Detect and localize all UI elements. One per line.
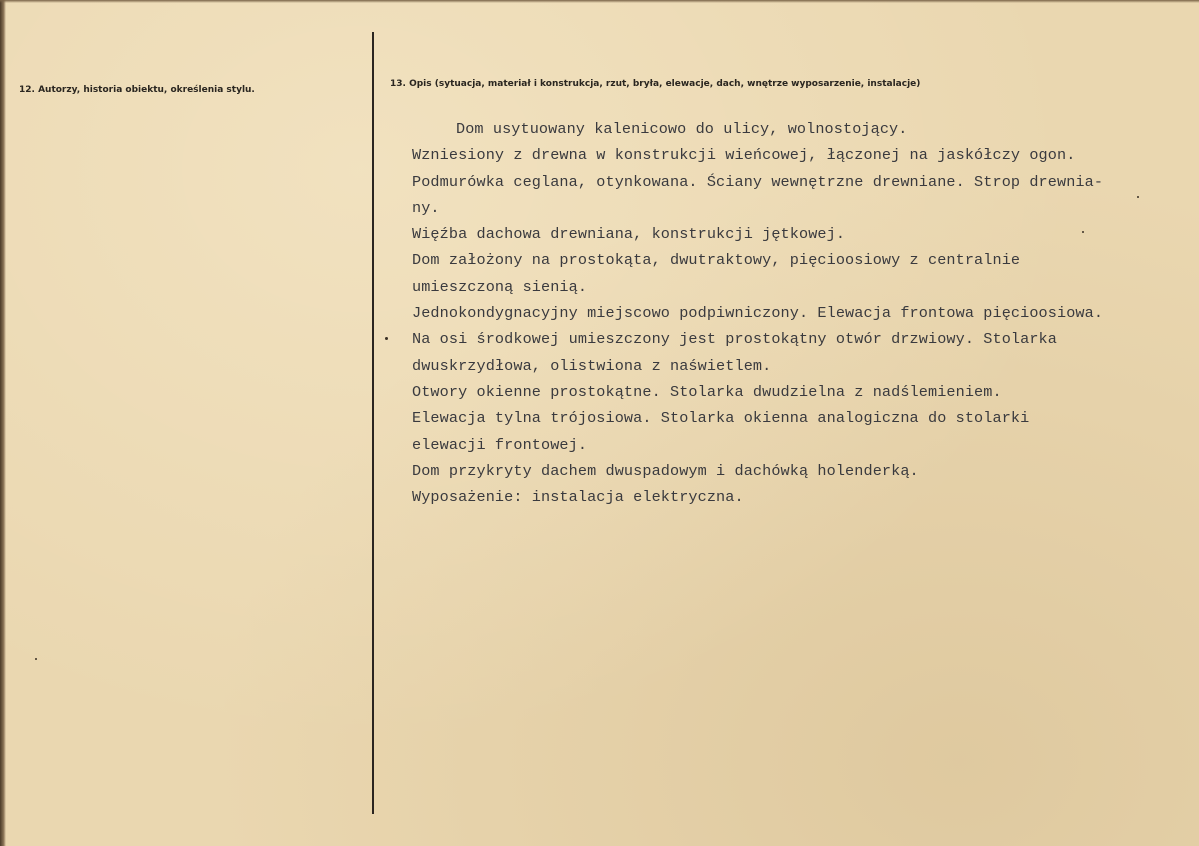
description-line: Więźba dachowa drewniana, konstrukcji jętkowej.	[412, 225, 846, 244]
paper-speck	[385, 337, 388, 340]
description-line: Wzniesiony z drewna w konstrukcji wieńcowej, łączonej na jaskółczy ogon.	[412, 146, 1076, 165]
column-divider	[372, 32, 374, 814]
description-line: Dom usytuowany kalenicowo do ulicy, wolnostojący.	[456, 120, 908, 138]
field-13-label: 13. Opis (sytuacja, materiał i konstrukcja, rzut, bryła, elewacje, dach, wnętrze wyposarzenie, instalacje)	[390, 79, 921, 89]
paper-speck	[35, 658, 37, 660]
description-line: dwuskrzydłowa, olistwiona z naświetlem.	[412, 356, 772, 375]
description-line: umieszczoną sienią.	[412, 277, 588, 296]
description-line: elewacji frontowej.	[412, 435, 588, 454]
description-line: Dom założony na prostokąta, dwutraktowy, pięcioosiowy z centralnie	[412, 251, 1021, 270]
description-line: Podmurówka ceglana, otynkowana. Ściany wewnętrzne drewniane. Strop drewnia-	[412, 172, 1104, 191]
paper-speck	[1137, 196, 1139, 198]
description-line: Na osi środkowej umieszczony jest prostokątny otwór drzwiowy. Stolarka	[412, 330, 1057, 349]
typed-description	[412, 116, 1192, 510]
paper-edge-left	[0, 0, 6, 846]
paper-edge-top	[0, 0, 1199, 3]
description-line: Dom przykryty dachem dwuspadowym i dachówką holenderką.	[412, 461, 919, 480]
description-line: Jednokondygnacyjny miejscowo podpiwniczony. Elewacja frontowa pięcioosiowa.	[412, 304, 1104, 323]
description-line: Otwory okienne prostokątne. Stolarka dwudzielna z nadślemieniem.	[412, 382, 1002, 401]
field-12-label: 12. Autorzy, historia obiektu, określenia stylu.	[19, 85, 255, 95]
description-line: Elewacja tylna trójosiowa. Stolarka okienna analogiczna do stolarki	[412, 409, 1030, 428]
description-line: ny.	[412, 198, 440, 217]
description-line: Wyposażenie: instalacja elektryczna.	[412, 488, 744, 507]
paper-speck	[1082, 231, 1084, 233]
